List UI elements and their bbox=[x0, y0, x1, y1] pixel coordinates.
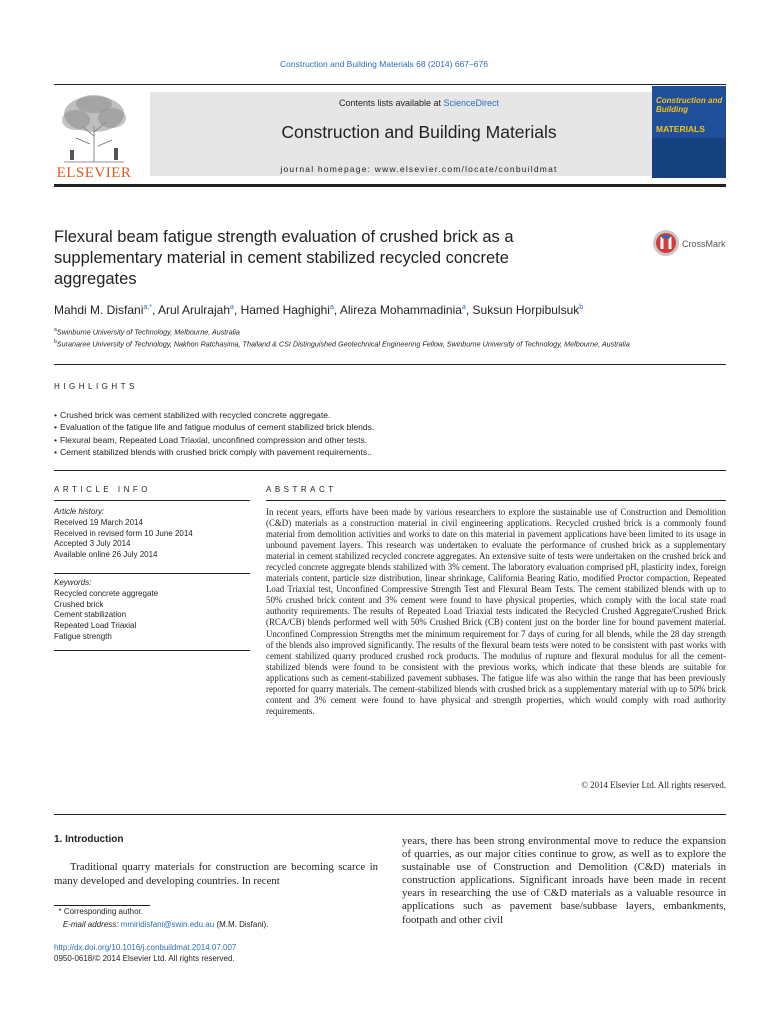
author-affil-mark[interactable]: a bbox=[329, 304, 334, 311]
copyright-notice: © 2014 Elsevier Ltd. All rights reserved. bbox=[581, 780, 726, 790]
article-info-heading: ARTICLE INFO bbox=[54, 485, 151, 494]
history-label: Article history: bbox=[54, 507, 105, 516]
affiliation-text: Suranaree University of Technology, Nakhon Ratchasima, Thailand & CSI Distinguished Geotechnical Engineering Fellow, Swinburne University of Technology, Melbourne, Australia bbox=[56, 339, 630, 349]
elsevier-logo[interactable] bbox=[54, 92, 134, 182]
doi-link[interactable]: http://dx.doi.org/10.1016/j.conbuildmat.2014.07.007 bbox=[54, 943, 237, 952]
author-affil-mark[interactable]: a,* bbox=[143, 304, 152, 311]
cover-subtitle: MATERIALS bbox=[656, 124, 705, 134]
email-label: E-mail address: bbox=[62, 920, 119, 929]
author-name[interactable]: Mahdi M. Disfani bbox=[54, 303, 144, 317]
issn-line: 0950-0618/© 2014 Elsevier Ltd. All rights reserved. bbox=[54, 954, 235, 963]
author-name[interactable]: Hamed Haghighi bbox=[240, 303, 330, 317]
publisher-name: ELSEVIER bbox=[56, 165, 132, 181]
divider bbox=[266, 500, 726, 501]
crossmark-badge[interactable] bbox=[652, 229, 732, 259]
history-entry: Received 19 March 2014 bbox=[54, 517, 143, 527]
highlight-item: • Cement stabilized blends with crushed brick comply with pavement requirements.. bbox=[54, 446, 726, 458]
header-bottom-rule bbox=[54, 184, 726, 187]
abstract-text: In recent years, efforts have been made by various researchers to explore the sustainable use of Construction and Demolition (C&D) materials as a construction material in civil engineering applications. Recycled crushed brick is a commonly found material from demolition activities and works to date on this material in pavement applications have been limited to its usage in unbound pavement layers. This research was undertaken to evaluate the performance of crushed brick as a supplementary material in cement stabilized recycled concrete aggregates. An extensive suite of tests were undertaken on the crushed brick and recycled concrete aggregate blends stabilized with 3% cement. The laboratory evaluation comprised pH, plasticity index, foreign materials content, particle size distribution, linear shrinkage, California Bearing Ratio, modified Proctor compaction, Repeated Load Triaxial test, Unconfined Compressive Strength Test and Flexural Beam Tests. The cement stabilized blends with up to 50% crushed brick content and 3% cement were found to have physical properties, which comply with the local state road authority requirements. The results of Repeated Load Triaxial tests indicated the Recycled Crushed Aggregate/Crushed Brick (RCA/CB) blends performed well with 50% Crushed Brick (CB) content just on the border line for bound pavement material. Unconfined Compression Strengths met the minimum requirement for 7 days of curing for all blends, while the 28 day strength of the blends also improved significantly. The results of the flexural beam tests were noted to be consistent with past works with cement stabilized quarry produced crushed rock products. The modulus of rupture and flexural modulus for all the cement-stabilized blends were found to be consistent with the previous works, which indicate that these blends are suitable for applications such as cement-stabilized pavement subbases. The fatigue life was also within the range that has been previously reported for quarry materials. The cement-stabilized blends with crushed brick as a supplementary material with up to 50% brick content and 3% cement were found to have physical and strength properties, which would comply with road authority requirements. bbox=[266, 507, 726, 716]
tree-icon bbox=[54, 92, 134, 164]
sciencedirect-link[interactable]: ScienceDirect bbox=[443, 98, 500, 108]
highlights-list bbox=[54, 409, 726, 459]
affiliation-text: Swinburne University of Technology, Melbourne, Australia bbox=[56, 327, 240, 337]
author-name[interactable]: Arul Arulrajah bbox=[157, 303, 230, 317]
author-name[interactable]: Alireza Mohammadinia bbox=[339, 303, 462, 317]
divider bbox=[54, 650, 250, 651]
email-link[interactable]: mmiridisfani@swin.edu.au bbox=[120, 920, 215, 929]
journal-cover[interactable] bbox=[652, 86, 726, 178]
author-name[interactable]: Suksun Horpibulsuk bbox=[472, 303, 580, 317]
keyword: Fatigue strength bbox=[54, 631, 112, 641]
footnote-corresponding bbox=[54, 907, 384, 916]
footnote-rule bbox=[54, 905, 150, 906]
journal-banner bbox=[150, 92, 688, 176]
keyword: Crushed brick bbox=[54, 599, 104, 609]
abstract-heading: ABSTRACT bbox=[266, 485, 337, 494]
divider bbox=[54, 500, 250, 501]
header-top-rule bbox=[54, 84, 726, 85]
article-history bbox=[54, 507, 250, 561]
author-affil-mark[interactable]: a bbox=[230, 304, 234, 311]
keywords-label: Keywords: bbox=[54, 578, 92, 587]
author-list: Mahdi M. Disfani$^{a,*}$, Arul Arulrajah$^a$, Hamed Haghighi$^a$, Alireza Mohammadinia$^a$, Suksun Horpibulsuk$^b$ bbox=[54, 303, 584, 317]
highlight-item: • Flexural beam, Repeated Load Triaxial, unconfined compression and other tests. bbox=[54, 434, 726, 446]
keywords bbox=[54, 578, 250, 643]
footnote-mark: * bbox=[58, 907, 62, 916]
cover-stripe bbox=[652, 138, 726, 178]
author-affil-mark[interactable]: b bbox=[579, 304, 584, 311]
affiliation bbox=[54, 339, 744, 348]
email-suffix: (M.M. Disfani). bbox=[216, 920, 269, 929]
contents-prefix: Contents lists available at bbox=[338, 98, 444, 108]
divider bbox=[54, 814, 726, 815]
article-title: Flexural beam fatigue strength evaluation of crushed brick as a supplementary material in cement stabilized recycled concrete aggregates bbox=[54, 228, 514, 288]
journal-reference[interactable]: Construction and Building Materials 68 (2014) 667–676 bbox=[280, 59, 488, 69]
keyword: Cement stabilization bbox=[54, 610, 127, 620]
crossmark-label: CrossMark bbox=[682, 239, 726, 249]
journal-title: Construction and Building Materials bbox=[281, 122, 557, 142]
journal-header bbox=[54, 84, 726, 187]
affiliation-mark: b bbox=[54, 339, 57, 345]
divider bbox=[54, 364, 726, 365]
highlights-heading: HIGHLIGHTS bbox=[54, 382, 138, 391]
keyword: Repeated Load Triaxial bbox=[54, 621, 137, 631]
affiliation bbox=[54, 327, 744, 336]
highlight-item: • Crushed brick was cement stabilized with recycled concrete aggregate. bbox=[54, 409, 726, 421]
cover-title: Construction and Building bbox=[656, 96, 723, 114]
history-entry: Received in revised form 10 June 2014 bbox=[54, 528, 193, 538]
footnote-email bbox=[54, 920, 384, 929]
divider bbox=[54, 470, 726, 471]
divider bbox=[54, 573, 250, 574]
history-entry: Accepted 3 July 2014 bbox=[54, 539, 131, 549]
body-paragraph: Traditional quarry materials for construction are becoming scarce in many developed and developing countries. In recent bbox=[54, 861, 378, 887]
contents-line bbox=[150, 98, 688, 108]
highlight-item: • Evaluation of the fatigue life and fatigue modulus of cement stabilized brick blends. bbox=[54, 421, 726, 433]
footnote-text: Corresponding author. bbox=[63, 907, 143, 916]
section-heading: 1. Introduction bbox=[54, 834, 124, 845]
journal-homepage[interactable]: journal homepage: www.elsevier.com/locate/conbuildmat bbox=[280, 164, 558, 174]
affiliation-mark: a bbox=[54, 327, 57, 333]
crossmark-icon bbox=[652, 229, 680, 257]
body-paragraph: years, there has been strong environmental move to reduce the expansion of quarries, as our major cities continue to grow, as well as to explore the sustainable use of Construction and Demolition (C&D) materials in construction applications. Significant inroads have been made in recent years in researching the use of C&D materials as a valuable resource in applications such as pavement base/subbase layers, embankments, footpath and other civil bbox=[402, 835, 726, 926]
history-entry: Available online 26 July 2014 bbox=[54, 550, 158, 560]
author-affil-mark[interactable]: a bbox=[461, 304, 466, 311]
keyword: Recycled concrete aggregate bbox=[54, 588, 159, 598]
